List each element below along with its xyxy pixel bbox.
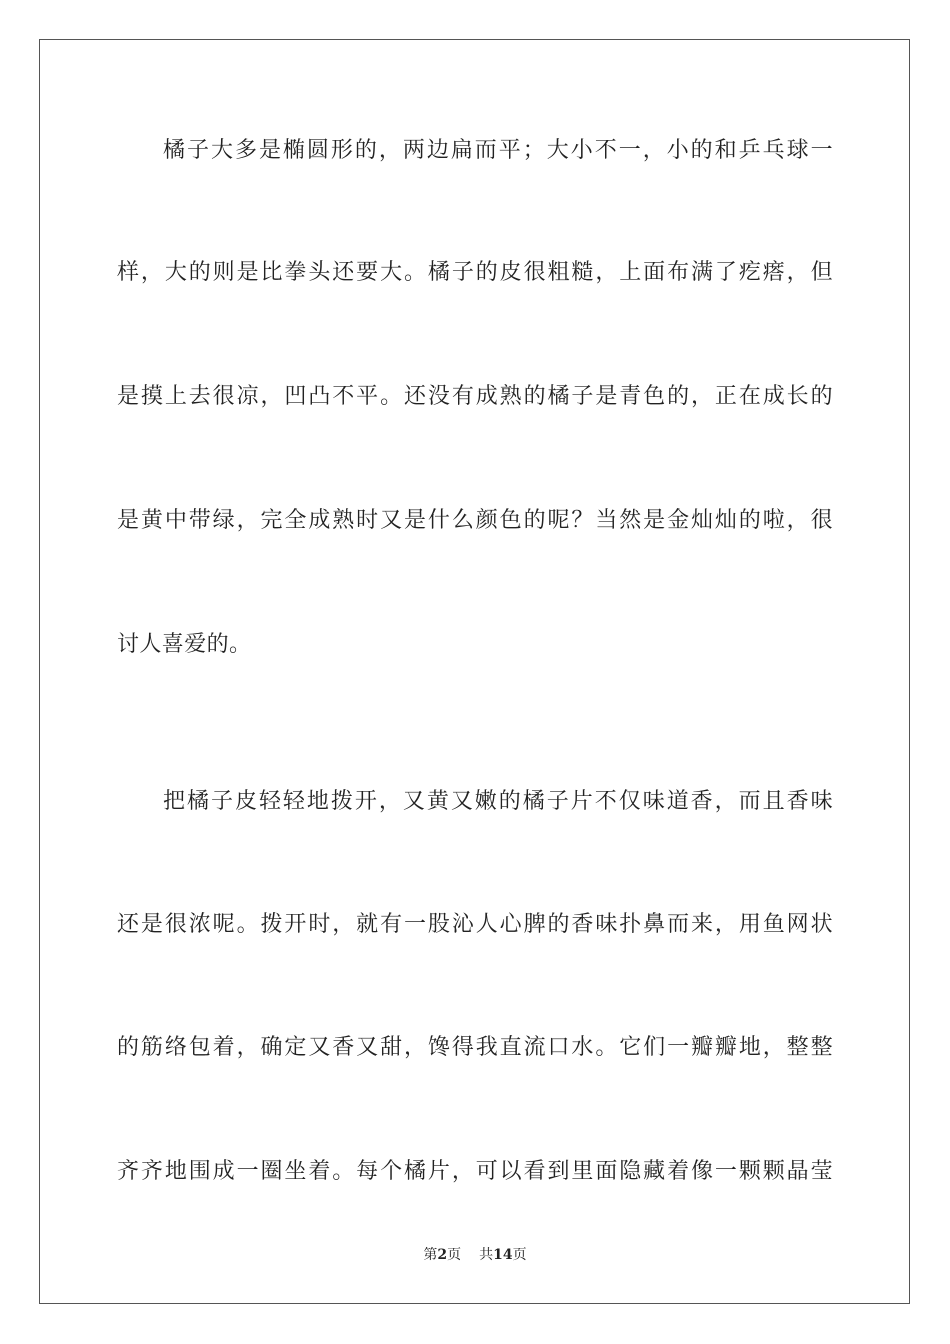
footer-page-number: 2 xyxy=(437,1247,448,1263)
paragraph-2-line-2: 还是很浓呢。拨开时，就有一股沁人心脾的香味扑鼻而来，用鱼网状 xyxy=(117,912,833,937)
footer-total-suffix: 页 xyxy=(512,1247,527,1263)
footer-page-prefix: 第 xyxy=(423,1247,438,1263)
paragraph-1-line-4: 是黄中带绿，完全成熟时又是什么颜色的呢？当然是金灿灿的啦，很 xyxy=(117,508,833,533)
footer-page-suffix: 页 xyxy=(447,1247,462,1263)
footer-total-prefix: 共 xyxy=(479,1247,494,1263)
page-footer xyxy=(0,1246,950,1264)
footer-total-pages: 14 xyxy=(493,1247,513,1263)
paragraph-1-line-1: 橘子大多是椭圆形的，两边扁而平；大小不一，小的和乒乓球一 xyxy=(163,138,833,163)
paragraph-2-line-3: 的筋络包着，确定又香又甜，馋得我直流口水。它们一瓣瓣地，整整 xyxy=(117,1035,833,1060)
paragraph-1-line-5: 讨人喜爱的。 xyxy=(117,632,252,657)
page-border xyxy=(39,39,910,1304)
paragraph-1-line-2: 样，大的则是比拳头还要大。橘子的皮很粗糙，上面布满了疙瘩，但 xyxy=(117,260,833,285)
paragraph-2-line-4: 齐齐地围成一圈坐着。每个橘片，可以看到里面隐藏着像一颗颗晶莹 xyxy=(117,1159,833,1184)
paragraph-1-line-3: 是摸上去很凉，凹凸不平。还没有成熟的橘子是青色的，正在成长的 xyxy=(117,384,833,409)
paragraph-2-line-1: 把橘子皮轻轻地拨开，又黄又嫩的橘子片不仅味道香，而且香味 xyxy=(163,789,833,814)
